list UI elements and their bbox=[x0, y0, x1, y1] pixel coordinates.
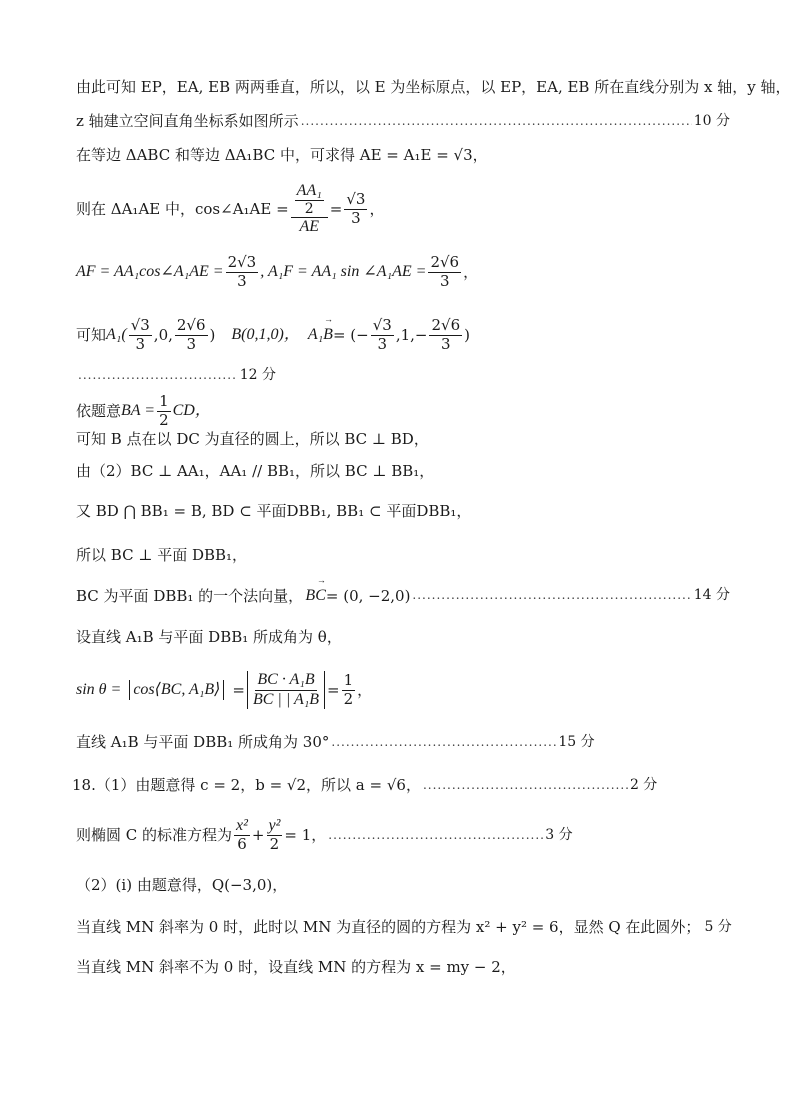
text-line-3 bbox=[76, 146, 730, 164]
leader-dots bbox=[331, 735, 556, 749]
score-3: 3 分 bbox=[545, 826, 573, 843]
leader-dots bbox=[301, 114, 692, 128]
line-3-text: 在等边 ΔABC 和等边 ΔA₁BC 中，可求得 AE = A₁E = √3， bbox=[76, 146, 488, 164]
cos-compound-fraction: $\frac{\frac{\text{AA₁}}{2}}{AE}$ bbox=[291, 182, 328, 237]
text-line-14: 设直线 A₁B 与平面 DBB₁ 所成角为 θ， bbox=[76, 628, 342, 646]
inner-fraction: $\frac{\text{AA₁}}{2}$ bbox=[296, 181, 322, 217]
text-line-19: （2）(i) 由题意得，Q(−3,0)， bbox=[76, 876, 288, 894]
score-5: 5 分 bbox=[704, 918, 732, 935]
cos-value-fraction: $\frac{√3}{3}$ bbox=[346, 190, 366, 227]
leader-dots bbox=[423, 778, 628, 792]
a1-x-fraction: $\frac{√3}{3}$ bbox=[130, 316, 150, 353]
vec-x-fraction: $\frac{√3}{3}$ bbox=[372, 316, 392, 353]
half-fraction: $\frac{1}{2}$ bbox=[159, 392, 169, 429]
text-line-2 bbox=[76, 112, 730, 130]
text-line-16: 直线 A₁B 与平面 DBB₁ 所成角为 30° ..... 15 分 bbox=[76, 733, 730, 751]
a1-z-fraction: $\frac{2√6}{3}$ bbox=[176, 316, 206, 353]
ellipse-y-term: $\frac{\text{y²}}{2}$ bbox=[268, 816, 281, 854]
leader-dots bbox=[78, 368, 238, 382]
text-line-20: 当直线 MN 斜率为 0 时，此时以 MN 为直径的圆的方程为 x² + y² = 6，显然 Q 在此圆外； 5 分 bbox=[76, 918, 732, 936]
text-line-10: 由（2）BC ⊥ AA₁，AA₁ // BB₁，所以 BC ⊥ BB₁， bbox=[76, 462, 435, 480]
ellipse-x-term: $\frac{\text{x²}}{6}$ bbox=[236, 816, 248, 854]
abs-cos-angle: cos⟨BC, A₁B⟩ bbox=[129, 680, 224, 699]
line-1-text: 由此可知 EP，EA, EB 两两垂直，所以，以 E 为坐标原点，以 EP，EA, EB 所在直线分别为 x 轴，y 轴， bbox=[76, 78, 791, 96]
text-line-17: 18.（1）由题意得 c = 2，b = √2，所以 a = √6， ..... 2 分 bbox=[72, 776, 730, 794]
vector-a1b: A₁B → bbox=[308, 325, 333, 344]
text-line-18: 则椭圆 C 的标准方程为 $\frac{\text{x²}}{6}$ + $\frac{\text{y²}}{2}$ = 1， ..... 3 分 bbox=[76, 812, 730, 858]
text-line-4: 则在 ΔA₁AE 中，cos∠A₁AE = $\frac{\frac{\text{AA₁}}{2}}{AE}$ = $\frac{√3}{3}$ ， bbox=[76, 181, 385, 236]
sin-ratio-fraction: $\frac{\text{BC · A₁B}}{\text{BC | | A₁B}}$ bbox=[247, 671, 325, 709]
text-line-5: AF = AA₁cos∠A₁AE = $\frac{2√3}{3}$ , A₁F = AA₁ sin ∠A₁AE = $\frac{2√6}{3}$ ， bbox=[76, 253, 479, 290]
line-4-prefix: 则在 ΔA₁AE 中，cos∠A₁AE = bbox=[76, 200, 289, 218]
vec-z-fraction: $\frac{2√6}{3}$ bbox=[431, 316, 461, 353]
score-14: 14 分 bbox=[693, 587, 730, 604]
sin-value-fraction: $\frac{1}{2}$ bbox=[343, 671, 354, 708]
leader-dots bbox=[412, 588, 691, 602]
vector-bc: BC → bbox=[305, 586, 325, 605]
text-line-6: 可知 A₁( $\frac{√3}{3}$ ,0, $\frac{2√6}{3}$ ) B(0,1,0)， A₁B → = (− $\frac{√3}{3}$ ,1,− $\frac{2√6}{3}$ ) bbox=[76, 312, 730, 358]
text-line-7 bbox=[76, 367, 276, 384]
text-line-15: sin θ = cos⟨BC, A₁B⟩ = $\frac{\text{BC · A₁B}}{\text{BC | | A₁B}}$ = $\frac{1}{2}$ ， bbox=[76, 671, 373, 708]
text-line-9: 可知 B 点在以 DC 为直径的圆上，所以 BC ⊥ BD， bbox=[76, 430, 429, 448]
score-12: 12 分 bbox=[239, 367, 276, 383]
leader-dots bbox=[328, 828, 543, 842]
af-fraction: $\frac{2√3}{3}$ bbox=[227, 253, 257, 290]
text-line-1 bbox=[76, 78, 791, 96]
score-15: 15 分 bbox=[558, 733, 595, 750]
line-2-text: z 轴建立空间直角坐标系如图所示 bbox=[76, 112, 299, 130]
text-line-8: 依题意 BA = $\frac{1}{2}$ CD， bbox=[76, 392, 211, 429]
text-line-21: 当直线 MN 斜率不为 0 时，设直线 MN 的方程为 x = my − 2， bbox=[76, 958, 516, 976]
text-line-12: 所以 BC ⊥ 平面 DBB₁， bbox=[76, 546, 248, 564]
text-line-13: BC 为平面 DBB₁ 的一个法向量， BC → = (0, −2,0) ..... 14 分 bbox=[76, 586, 730, 605]
text-line-11: 又 BD ⋂ BB₁ = B, BD ⊂ 平面DBB₁, BB₁ ⊂ 平面DBB₁， bbox=[76, 502, 472, 520]
a1f-fraction: $\frac{2√6}{3}$ bbox=[430, 253, 460, 290]
score-10: 10 分 bbox=[693, 112, 730, 129]
score-2: 2 分 bbox=[629, 776, 658, 793]
